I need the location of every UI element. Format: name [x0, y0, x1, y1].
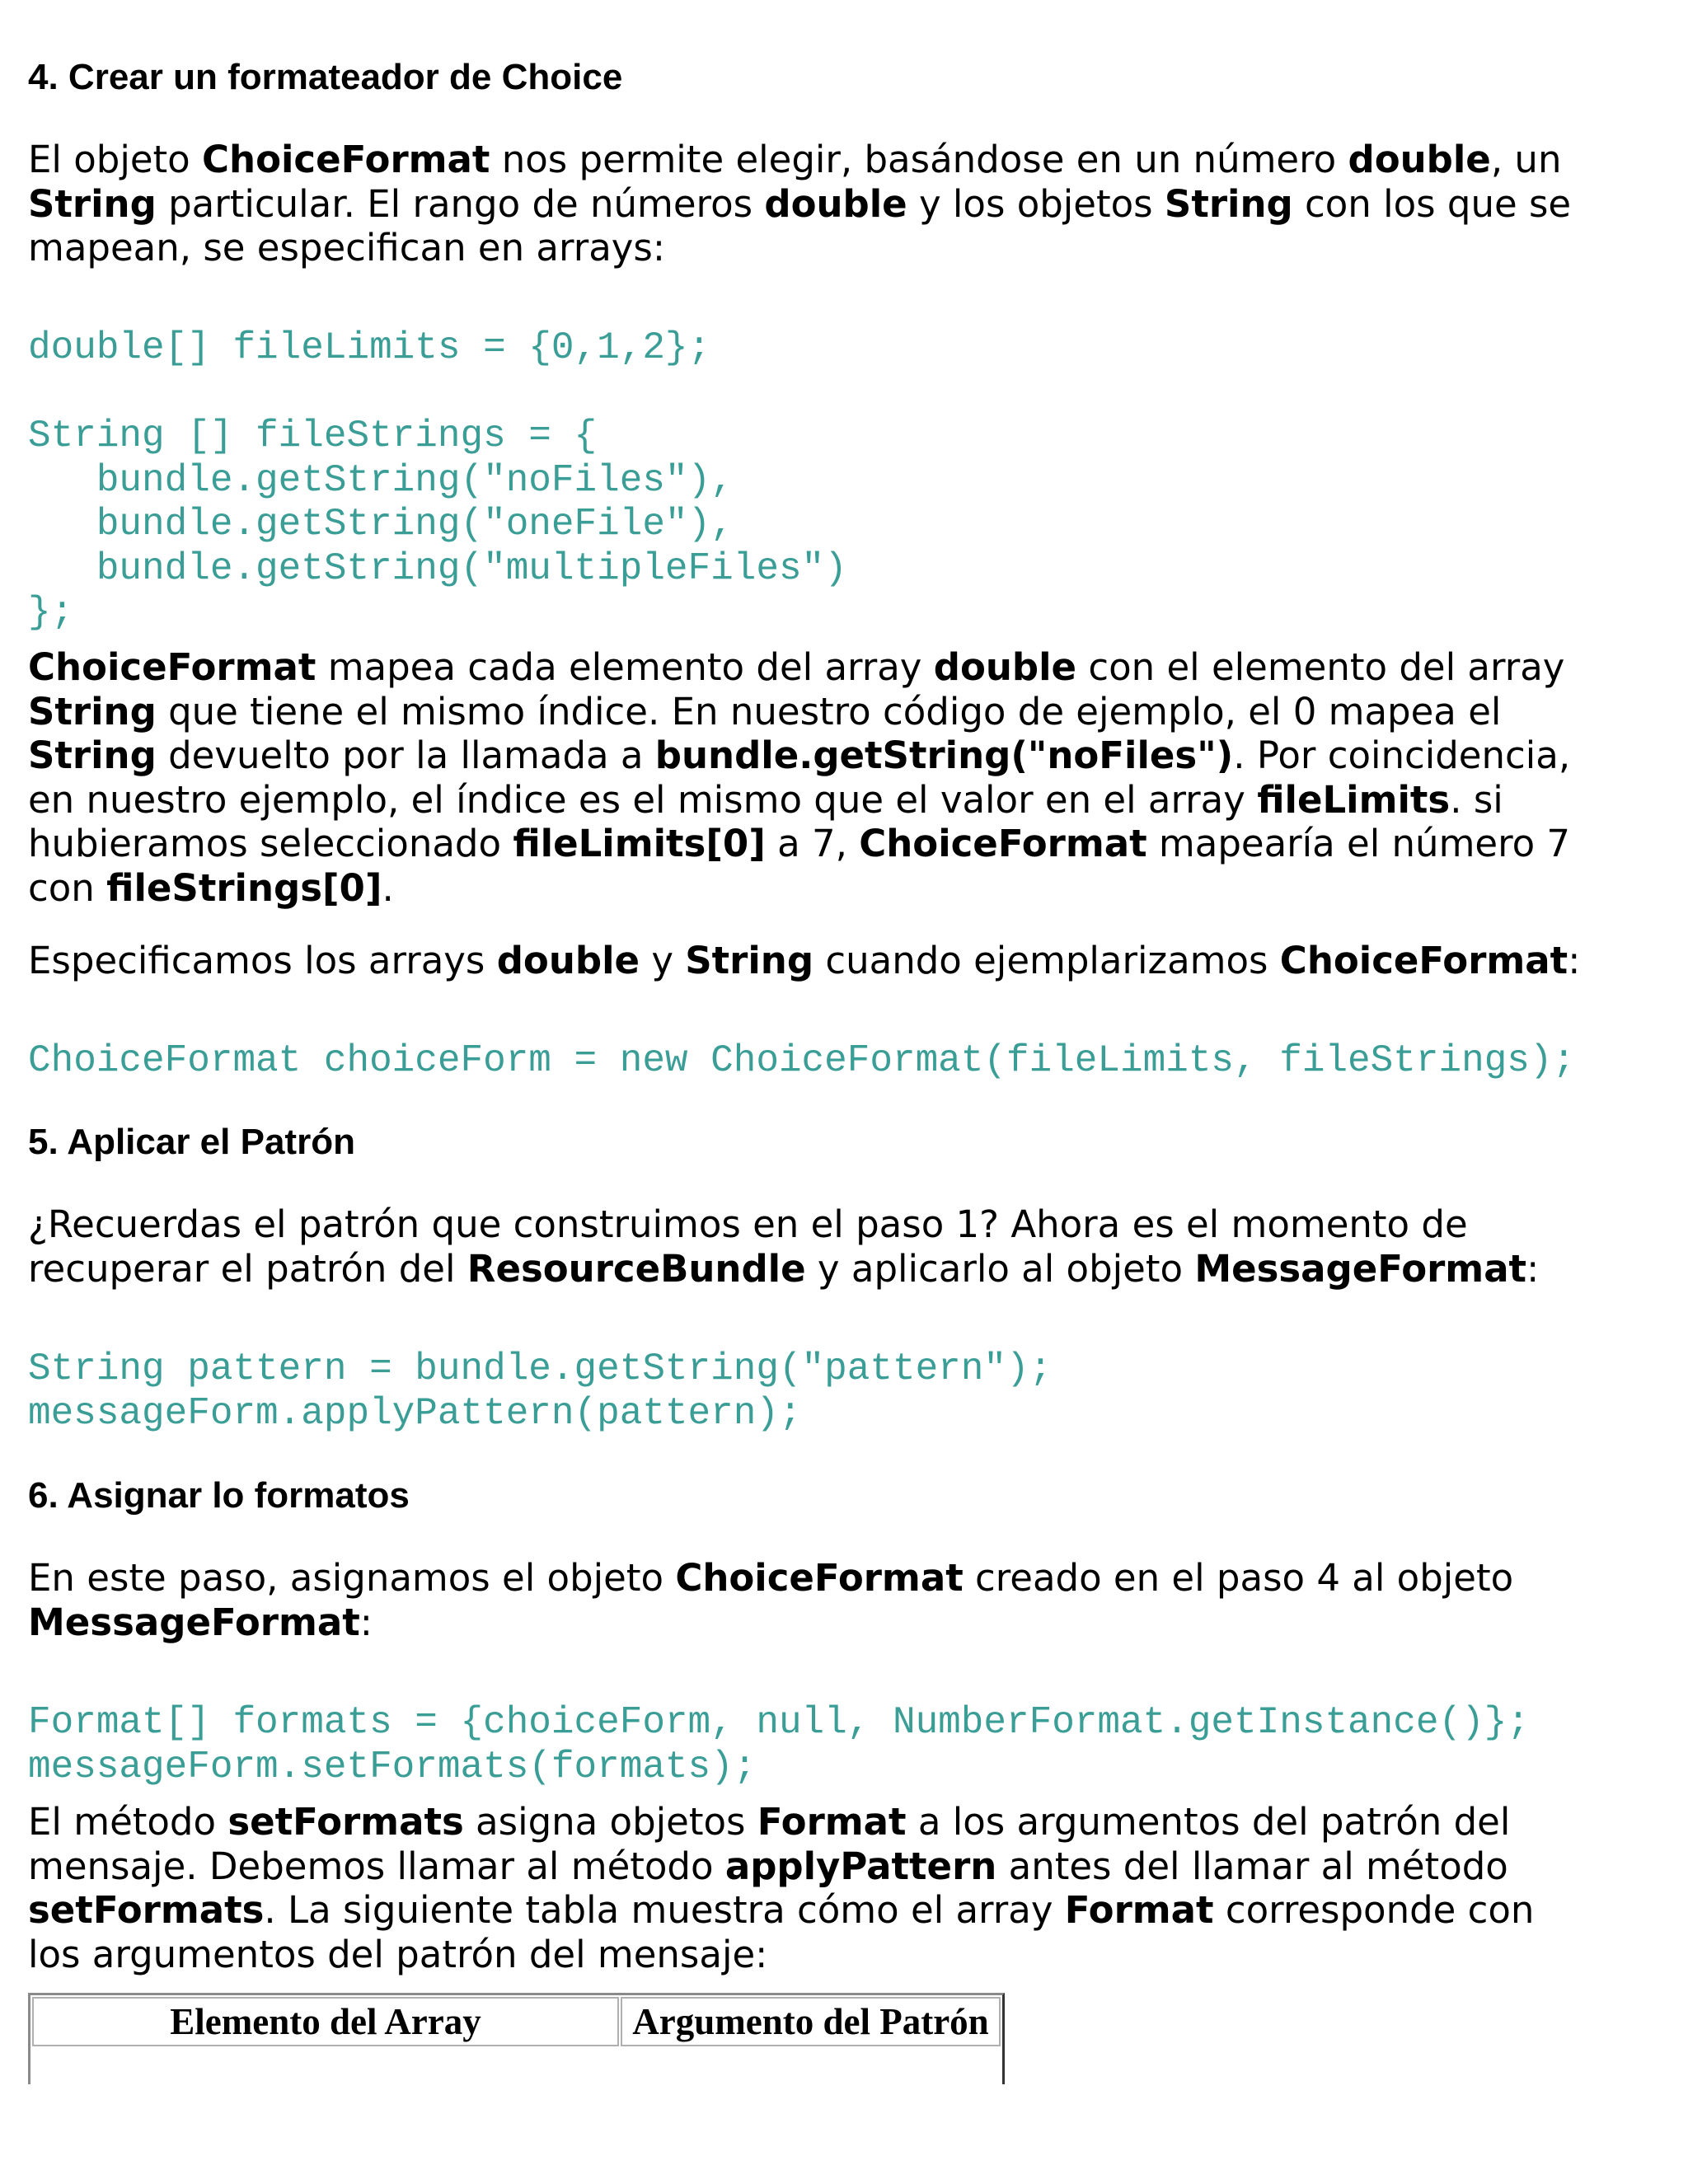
text-run: :: [1568, 939, 1581, 982]
format-table: [28, 1993, 1005, 2084]
text-run: El método: [28, 1800, 228, 1844]
text-run: En este paso, asignamos el objeto: [28, 1556, 676, 1600]
text-run: :: [1526, 1246, 1540, 1291]
code-set-formats: Format[] formats = {choiceForm, null, NumberFormat.getInstance()}; messageForm.setFormats(formats);: [28, 1701, 1530, 1788]
bold-term: ResourceBundle: [467, 1246, 806, 1291]
text-run: y: [640, 939, 686, 982]
text-run: El objeto: [28, 138, 203, 181]
bold-term: Format: [757, 1800, 907, 1844]
text-run: cuando ejemplarizamos: [814, 939, 1280, 982]
section-4-mapping-paragraph: [28, 645, 1668, 910]
bold-term: String: [1164, 181, 1293, 226]
table-cell: [621, 2048, 1001, 2083]
bold-term: double: [496, 939, 640, 982]
text-run: :: [359, 1600, 373, 1644]
bold-term: double: [933, 645, 1077, 689]
bold-term: bundle.getString("noFiles"): [654, 733, 1234, 777]
bold-term: ChoiceFormat: [202, 138, 490, 181]
bold-term: MessageFormat: [28, 1600, 360, 1644]
text-run: particular. El rango de números: [156, 181, 765, 226]
section-4-intro: [28, 138, 1668, 270]
bold-term: ChoiceFormat: [1279, 939, 1568, 982]
text-run: mapean, se especifican en arrays:: [28, 226, 666, 269]
text-run: Especificamos los arrays: [28, 939, 497, 982]
section-5-heading: 5. Aplicar el Patrón: [28, 1122, 355, 1162]
text-run: con el elemento del array: [1076, 645, 1565, 689]
text-run: mapearía el número 7: [1146, 822, 1571, 865]
text-run: . Por coincidencia,: [1233, 733, 1571, 777]
bold-term: ChoiceFormat: [675, 1556, 964, 1600]
table-row: [32, 2048, 1001, 2083]
text-run: a los argumentos del patrón del: [906, 1800, 1511, 1844]
text-run: devuelto por la llamada a: [156, 733, 655, 777]
bold-term: String: [28, 689, 157, 733]
text-run: en nuestro ejemplo, el índice es el mismo que el valor en el array: [28, 777, 1258, 822]
text-run: ¿Recuerdas el patrón que construimos en el paso 1? Ahora es el momento de: [28, 1202, 1468, 1246]
text-run: a 7,: [765, 822, 860, 865]
bold-term: String: [685, 939, 814, 982]
text-run: creado en el paso 4 al objeto: [963, 1556, 1514, 1600]
text-run: . si: [1450, 777, 1503, 822]
bold-term: String: [28, 733, 157, 777]
text-run: mensaje. Debemos llamar al método: [28, 1844, 725, 1888]
table-header-row: [32, 1997, 1001, 2046]
bold-term: Format: [1064, 1888, 1214, 1932]
bold-term: MessageFormat: [1194, 1246, 1527, 1291]
section-6-setformats-paragraph: [28, 1800, 1668, 1976]
text-run: y aplicarlo al objeto: [805, 1246, 1195, 1291]
text-run: mapea cada elemento del array: [316, 645, 934, 689]
text-run: hubieramos seleccionado: [28, 822, 513, 865]
section-4-heading: 4. Crear un formateador de Choice: [28, 57, 623, 97]
text-run: corresponde con: [1213, 1888, 1535, 1932]
table-header-pattern-argument: Argumento del Patrón: [621, 1997, 1001, 2046]
code-file-strings: String [] fileStrings = { bundle.getString("noFiles"), bundle.getString("oneFile"), bundle.getString("multipleFiles") };: [28, 415, 847, 634]
bold-term: ChoiceFormat: [28, 645, 316, 689]
bold-term: fileLimits: [1257, 777, 1451, 822]
bold-term: String: [28, 181, 157, 226]
text-run: asigna objetos: [463, 1800, 757, 1844]
code-apply-pattern: String pattern = bundle.getString("pattern"); messageForm.applyPattern(pattern);: [28, 1347, 1053, 1435]
section-6-heading: 6. Asignar lo formatos: [28, 1475, 410, 1516]
text-run: recuperar el patrón del: [28, 1246, 467, 1291]
section-6-paragraph: [28, 1556, 1668, 1644]
text-run: con los que se: [1292, 181, 1572, 226]
text-run: y los objetos: [907, 181, 1165, 226]
section-5-paragraph: [28, 1202, 1668, 1291]
bold-term: setFormats: [227, 1800, 464, 1844]
code-file-limits: double[] fileLimits = {0,1,2};: [28, 326, 711, 369]
table-cell: [32, 2048, 619, 2083]
text-run: los argumentos del patrón del mensaje:: [28, 1932, 768, 1976]
code-choice-form: ChoiceFormat choiceForm = new ChoiceFormat(fileLimits, fileStrings);: [28, 1039, 1576, 1082]
bold-term: double: [764, 181, 907, 226]
bold-term: setFormats: [28, 1888, 265, 1932]
bold-term: fileLimits[0]: [513, 822, 766, 865]
table-header-array-element: Elemento del Array: [32, 1997, 619, 2046]
bold-term: double: [1348, 138, 1491, 181]
text-run: con: [28, 865, 107, 910]
bold-term: ChoiceFormat: [859, 822, 1147, 865]
text-run: .: [382, 865, 394, 910]
text-run: nos permite elegir, basándose en un número: [490, 138, 1348, 181]
section-4-constructor-paragraph: [28, 939, 1668, 983]
bold-term: applyPattern: [724, 1844, 997, 1888]
bold-term: fileStrings[0]: [106, 865, 382, 910]
text-run: antes del llamar al método: [996, 1844, 1508, 1888]
text-run: que tiene el mismo índice. En nuestro código de ejemplo, el 0 mapea el: [156, 689, 1502, 733]
text-run: , un: [1490, 138, 1562, 181]
text-run: . La siguiente tabla muestra cómo el array: [264, 1888, 1065, 1932]
